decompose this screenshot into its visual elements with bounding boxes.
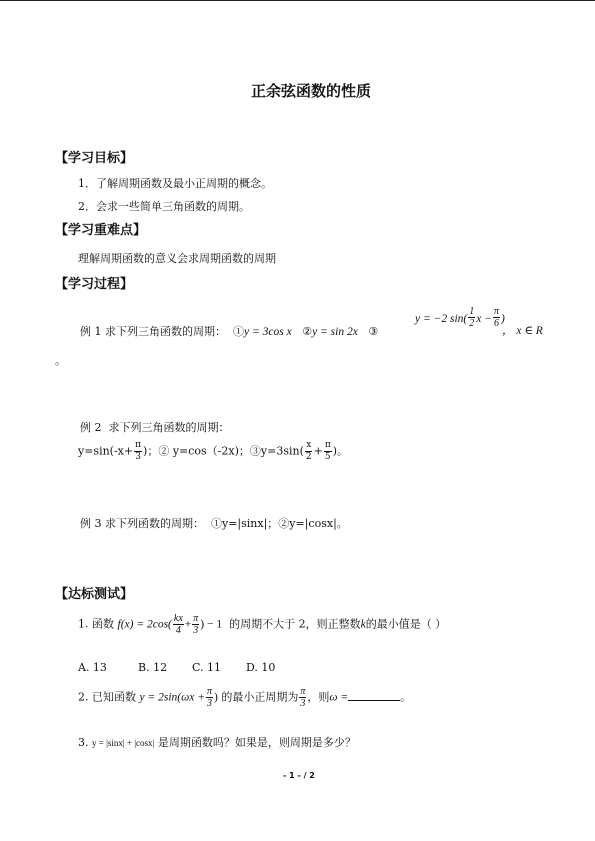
example-2-line	[80, 419, 230, 435]
q2-rparen: )	[214, 691, 218, 704]
q1-tail: ) − 1	[200, 618, 223, 631]
q2-text-2: ，则	[307, 690, 330, 704]
q1-formula: f(x) = 2cos(	[117, 618, 172, 631]
q1-option-b: B. 12	[138, 661, 168, 674]
example-1-formula-1: y = 3cos x	[244, 326, 292, 338]
test-question-3	[78, 734, 356, 750]
q1-option-d: D. 10	[246, 661, 276, 674]
q2-text: 的最小正周期为	[221, 690, 299, 704]
example-1-period-mark: 。	[55, 354, 66, 367]
example-2-a-post: )；② y=cos（-2x)；③y=3sin(	[143, 444, 304, 458]
goal-item-1: 1．了解周期函数及最小正周期的概念。	[78, 177, 272, 190]
q1-prefix: 1. 函数	[78, 617, 114, 631]
formula-3-lhs: y = −2 sin(	[415, 313, 468, 325]
example-3-line	[80, 515, 348, 531]
fraction-period: $\frac{\pi}{3}$	[300, 686, 306, 709]
fraction-x-2: $\frac{x}{2}$	[305, 440, 312, 462]
example-3-items: ①y=|sinx|；②y=|cosx|。	[211, 517, 348, 530]
q1-k: k	[360, 618, 366, 631]
example-3-label: 例 3	[80, 517, 102, 530]
test-question-2	[78, 686, 411, 709]
q2-omega: ω =	[329, 691, 349, 704]
page-title: 正余弦函数的性质	[251, 82, 372, 100]
fraction-pi-3: $\frac{\pi}{3}$	[135, 440, 142, 462]
fraction-kx-4: $\frac{kx}{4}$	[173, 613, 183, 636]
example-1-prompt: 求下列三角函数的周期：	[105, 325, 226, 338]
section-process-heading: 【学习过程】	[55, 277, 134, 292]
goal-item-2: 2．会求一些简单三角函数的周期。	[78, 200, 250, 213]
example-1-domain: ， x ∈ R	[502, 325, 543, 337]
top-rule	[0, 0, 595, 1]
page-number: - 1 - / 2	[283, 771, 315, 780]
q1-option-a: A. 13	[78, 661, 107, 674]
example-1-formula-2: y = sin 2x	[312, 326, 358, 338]
q1-text-2: 的最小值是（ ）	[365, 617, 447, 631]
fraction-pi-6: $\frac{\pi}{6}$	[494, 306, 500, 329]
example-2-prompt: 求下列三角函数的周期：	[108, 421, 230, 434]
example-1-num-3: ③	[368, 325, 379, 338]
example-2-label: 例 2	[80, 421, 102, 434]
formula-3-x: x −	[476, 313, 492, 325]
example-3-prompt: 求下列函数的周期：	[105, 517, 204, 530]
fraction-pi-3-q1: $\frac{\pi}{3}$	[193, 613, 199, 636]
q1-option-c: C. 11	[192, 661, 222, 674]
example-2-c-post: )。	[332, 444, 349, 458]
example-1-line	[80, 323, 378, 339]
q2-formula: y = 2sin(ωx +	[139, 691, 205, 704]
q2-prefix: 2. 已知函数	[78, 690, 136, 704]
test-question-1	[78, 613, 446, 636]
example-1-formula-3	[415, 306, 505, 329]
key-points-text: 理解周期函数的意义会求周期函数的周期	[78, 252, 276, 265]
example-1-label: 例 1	[80, 325, 102, 338]
q2-end: 。	[400, 690, 412, 704]
section-test-heading: 【达标测试】	[55, 587, 134, 602]
q3-prefix: 3.	[78, 736, 89, 749]
q1-plus: +	[184, 618, 192, 631]
example-1-num-1: ①	[233, 325, 244, 338]
fraction-half: $\frac{1}{2}$	[469, 306, 475, 329]
example-1-num-2: ②	[302, 325, 313, 338]
fraction-pi-3-q2: $\frac{\pi}{3}$	[206, 686, 212, 709]
section-goals-heading: 【学习目标】	[55, 151, 134, 166]
fraction-pi-5: $\frac{\pi}{5}$	[324, 440, 331, 462]
q1-text: 的周期不大于 2，则正整数	[229, 617, 361, 631]
example-2-a-pre: y=sin(-x+	[78, 444, 134, 458]
q3-formula: y = |sinx| + |cosx|	[92, 738, 155, 748]
example-2-plus: +	[313, 444, 323, 458]
formula-3-rparen: )	[501, 313, 505, 325]
example-2-formulas	[78, 440, 348, 463]
section-key-points-heading: 【学习重难点】	[55, 223, 147, 238]
q3-text: 是周期函数吗？如果是，则周期是多少？	[157, 736, 356, 749]
answer-blank[interactable]	[348, 690, 400, 701]
